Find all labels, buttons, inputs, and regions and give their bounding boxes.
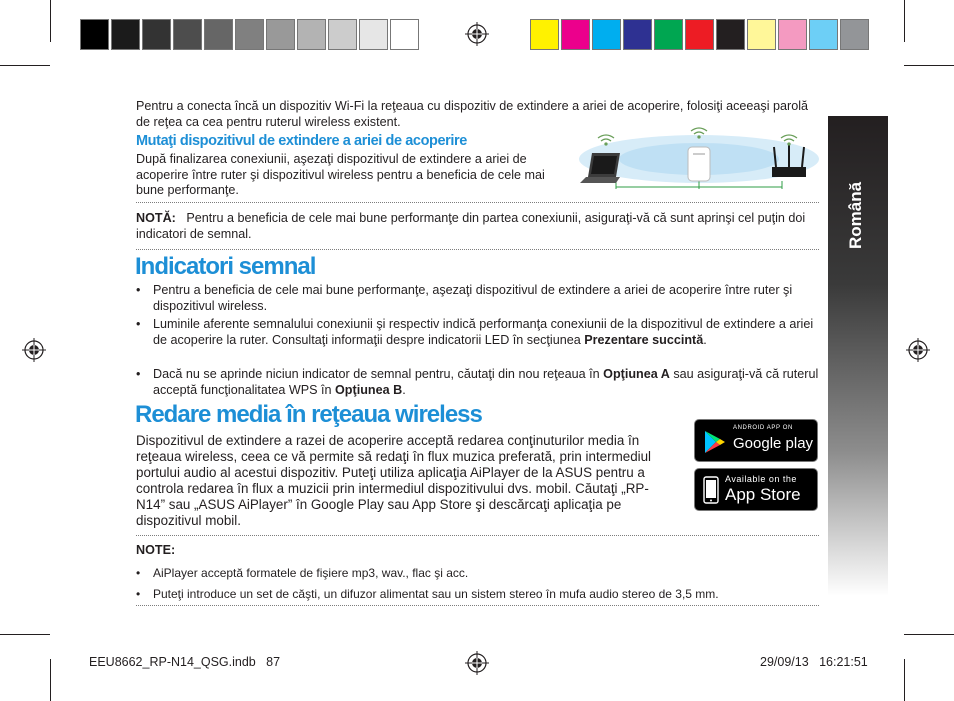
bullet-bold-2: Opţiunea B — [335, 382, 403, 397]
registration-mark-top — [465, 22, 489, 46]
bullet-text: Pentru a beneficia de cele mai bune performanţe, aşezaţi dispozitivul de extindere a ariei de acoperire între ruter şi dispozitivul wireless. — [153, 283, 793, 313]
divider — [136, 605, 819, 606]
color-swatch — [142, 19, 171, 50]
color-swatch — [359, 19, 388, 50]
color-swatch — [778, 19, 807, 50]
bullet-marker: • — [136, 367, 141, 381]
color-swatch — [235, 19, 264, 50]
language-label: Română — [846, 181, 865, 249]
color-swatch — [390, 19, 419, 50]
color-swatch — [654, 19, 683, 50]
bullet-marker: • — [136, 587, 141, 601]
range-extender-icon — [688, 147, 710, 181]
color-swatch — [809, 19, 838, 50]
signal-bullet-2 — [136, 317, 819, 365]
bullet-bold: Prezentare succintă — [584, 332, 704, 347]
bullet-content — [153, 317, 819, 348]
nota-label: NOTĂ: — [136, 211, 176, 225]
signal-bullet-1 — [136, 283, 819, 315]
app-store-badge[interactable] — [694, 468, 818, 511]
nota-block — [136, 211, 819, 242]
color-swatch — [747, 19, 776, 50]
bullet-marker: • — [136, 283, 141, 297]
color-swatch — [592, 19, 621, 50]
color-swatch — [111, 19, 140, 50]
grayscale-bar — [80, 19, 421, 50]
color-swatch — [623, 19, 652, 50]
bullet-bold: Opţiunea A — [603, 367, 670, 381]
registration-mark-left — [22, 338, 46, 362]
bullet-mid: sau asiguraţi-vă că ruterul acceptă funcţionalitatea WPS în — [153, 367, 819, 397]
bullet-text: Dacă nu se aprinde niciun indicator de semnal pentru, căutaţi din nou reţeaua în — [153, 367, 604, 381]
color-swatch — [204, 19, 233, 50]
bullet-text: Luminile aferente semnalului conexiunii şi respectiv indică performanţa conexiunii de la dispozitivul de extindere a ariei de acoperire la ruter. Consultaţi informaţii despre indicatorii LED în secţiunea — [153, 317, 814, 347]
color-swatch — [561, 19, 590, 50]
bullet-content — [153, 367, 819, 398]
media-title: Redare media în reţeaua wireless — [135, 401, 482, 428]
color-bar — [530, 19, 871, 50]
apple-badge-big-text: App Store — [725, 485, 801, 504]
registration-mark-bottom — [465, 651, 489, 675]
placement-illustration — [576, 123, 822, 191]
note-item-1 — [136, 566, 819, 582]
color-swatch — [685, 19, 714, 50]
google-badge-small-text: ANDROID APP ON — [733, 425, 793, 431]
bullet-marker: • — [136, 317, 141, 331]
bullet-after: . — [402, 382, 406, 397]
color-swatch — [80, 19, 109, 50]
color-swatch — [840, 19, 869, 50]
bullet-marker: • — [136, 566, 141, 580]
move-text: După finalizarea conexiunii, aşezaţi dispozitivul de extindere a ariei de acoperire între ruter şi dispozitivul wireless pentru a beneficia de cele mai bune performanţe. — [136, 152, 545, 197]
note-item-2 — [136, 587, 819, 603]
color-swatch — [328, 19, 357, 50]
notes-label: NOTE: — [136, 543, 176, 557]
divider — [136, 249, 819, 250]
divider — [136, 535, 819, 536]
bullet-after: . — [703, 332, 707, 347]
apple-badge-small-text: Available on the — [725, 474, 797, 484]
color-swatch — [530, 19, 559, 50]
media-text: Dispozitivul de extindere a razei de acoperire acceptă redarea conţinuturilor media în reţeaua wireless, ceea ce vă permite să redaţi în flux muzica preferată, prin intermediul portului audio al acestui dispozitiv. Puteţi utiliza aplicaţia AiPlayer de la ASUS pentru a controla redarea în flux a muzicii prin intermediul dispozitivului dvs. mobil. Căutaţi „RP-N14” sau „ASUS AiPlayer” în Google Play sau App Store şi descărcaţi aplicaţia pe dispozitivul mobil. — [136, 433, 652, 528]
footer-file-info: EEU8662_RP-N14_QSG.indb 87 — [89, 655, 281, 669]
color-swatch — [266, 19, 295, 50]
move-heading: Mutaţi dispozitivul de extindere a ariei de acoperire — [136, 133, 467, 149]
color-swatch — [297, 19, 326, 50]
phone-icon — [703, 476, 719, 504]
note-text: AiPlayer acceptă formatele de fişiere mp3, wav., flac şi acc. — [153, 566, 469, 580]
google-badge-big-text: Google play — [733, 435, 814, 452]
divider — [136, 202, 819, 203]
registration-mark-right — [906, 338, 930, 362]
color-swatch — [716, 19, 745, 50]
color-swatch — [173, 19, 202, 50]
note-text: Puteţi introduce un set de căşti, un difuzor alimentat sau un sistem stereo în mufa audio stereo de 3,5 mm. — [153, 587, 719, 601]
footer-timestamp: 29/09/13 16:21:51 — [760, 655, 868, 669]
google-play-icon — [704, 430, 726, 454]
signal-bullet-3 — [136, 367, 819, 399]
signal-title: Indicatori semnal — [135, 253, 316, 280]
nota-text: Pentru a beneficia de cele mai bune performanţe din partea conexiunii, asiguraţi-vă că sunt aprinşi cel puţin doi indicatori de semnal. — [136, 211, 806, 241]
intro-paragraph: Pentru a conecta încă un dispozitiv Wi-Fi la reţeaua cu dispozitiv de extindere a ariei de acoperire, folosiţi aceeaşi parolă de reţea ca cea pentru ruterul wireless existent. — [136, 99, 809, 129]
google-play-badge[interactable] — [694, 419, 818, 462]
